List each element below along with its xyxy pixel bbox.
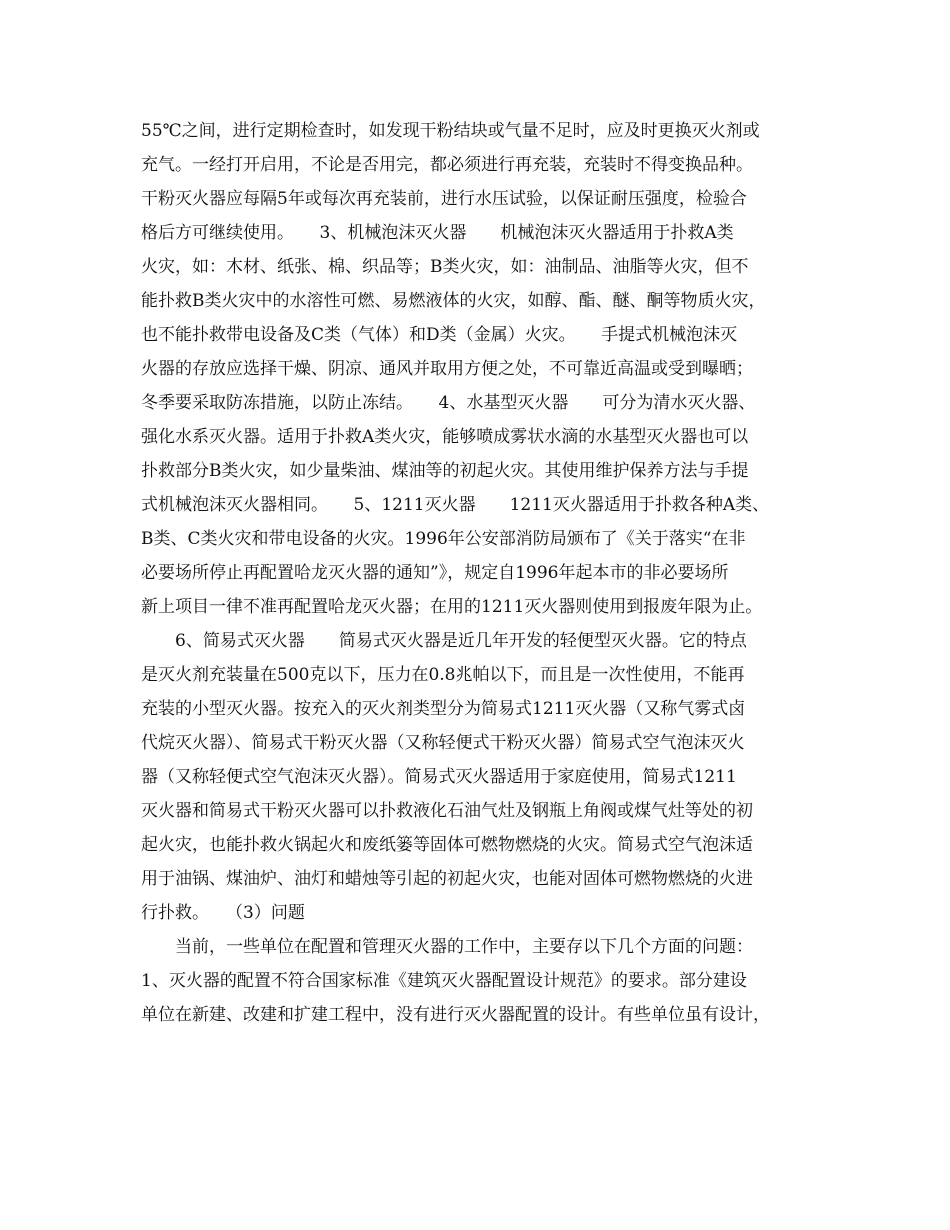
text-line: 干粉灭火器应每隔5年或每次再充装前，进行水压试验，以保证耐压强度，检验合: [141, 189, 747, 209]
text-line: 冬季要采取防冻措施，以防止冻结。 4、水基型灭火器 可分为清水灭火器、: [141, 393, 756, 413]
text-line: 必要场所停止再配置哈龙灭火器的通知”》，规定自1996年起本市的非必要场所: [141, 563, 729, 583]
text-line: 也不能扑救带电设备及C类（气体）和D类（金属）火灾。 手提式机械泡沫灭: [141, 325, 738, 345]
text-line: 充装的小型灭火器。按充入的灭火剂类型分为简易式1211灭火器（又称气雾式卤: [141, 699, 746, 719]
text-line: 灭火器和简易式干粉灭火器可以扑救液化石油气灶及钢瓶上角阀或煤气灶等处的初: [141, 801, 753, 821]
text-line: 器（又称轻便式空气泡沫灭火器）。简易式灭火器适用于家庭使用，简易式1211: [141, 767, 737, 787]
text-line: 格后方可继续使用。 3、机械泡沫灭火器 机械泡沫灭火器适用于扑救A类: [141, 223, 734, 243]
text-line: 火器的存放应选择干燥、阴凉、通风并取用方便之处，不可靠近高温或受到曝晒；: [141, 359, 753, 379]
paragraph-start-line: 6、简易式灭火器 简易式灭火器是近几年开发的轻便型灭火器。它的特点: [175, 631, 747, 651]
text-line: B类、C类火灾和带电设备的火灾。1996年公安部消防局颁布了《关于落实“在非: [141, 529, 746, 549]
text-line: 强化水系灭火器。适用于扑救A类火灾，能够喷成雾状水滴的水基型灭火器也可以: [141, 427, 749, 447]
text-line: 火灾，如：木材、纸张、棉、织品等；B类火灾，如：油制品、油脂等火灾，但不: [141, 257, 749, 277]
text-line: 代烷灭火器）、简易式干粉灭火器（又称轻便式干粉灭火器）简易式空气泡沫灭火: [141, 733, 745, 753]
text-line: 充气。一经打开启用，不论是否用完，都必须进行再充装，充装时不得变换品种。: [141, 155, 753, 175]
text-line: 用于油锅、煤油炉、油灯和蜡烛等引起的初起火灾，也能对固体可燃物燃烧的火进: [141, 869, 753, 889]
text-line: 行扑救。 （3）问题: [141, 903, 305, 923]
text-line: 起火灾，也能扑救火锅起火和废纸篓等固体可燃物燃烧的火灾。简易式空气泡沫适: [141, 835, 753, 855]
text-line: 能扑救B类火灾中的水溶性可燃、易燃液体的火灾，如醇、酯、醚、酮等物质火灾，: [141, 291, 766, 311]
text-line: 是灭火剂充装量在500克以下，压力在0.8兆帕以下，而且是一次性使用，不能再: [141, 665, 745, 685]
text-line: 新上项目一律不准再配置哈龙灭火器；在用的1211灭火器则使用到报废年限为止。: [141, 597, 763, 617]
text-line: 单位在新建、改建和扩建工程中，没有进行灭火器配置的设计。有些单位虽有设计，: [141, 1005, 770, 1025]
text-line: 55℃之间，进行定期检查时，如发现干粉结块或气量不足时，应及时更换灭火剂或: [141, 121, 760, 141]
text-line: 扑救部分B类火灾，如少量柴油、煤油等的初起火灾。其使用维护保养方法与手提: [141, 461, 749, 481]
paragraph-start-line: 当前，一些单位在配置和管理灭火器的工作中，主要存以下几个方面的问题：: [175, 937, 753, 957]
text-line: 1、灭火器的配置不符合国家标准《建筑灭火器配置设计规范》的要求。部分建设: [141, 971, 747, 991]
text-line: 式机械泡沫灭火器相同。 5、1211灭火器 1211灭火器适用于扑救各种A类、: [141, 495, 770, 515]
